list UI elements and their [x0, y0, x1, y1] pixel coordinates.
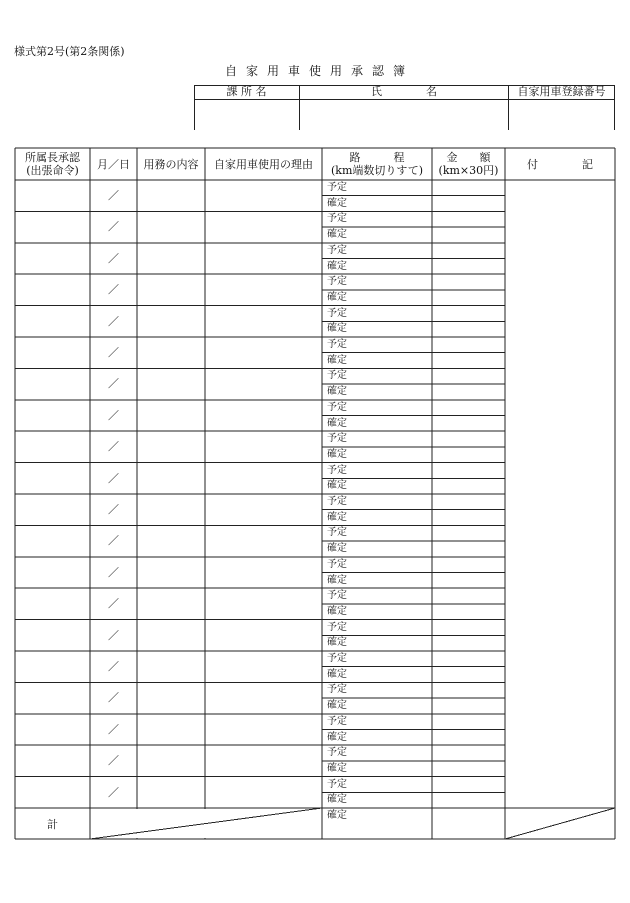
planned-label: 予定 [327, 433, 347, 445]
date-field[interactable]: ／ [108, 251, 119, 265]
planned-label: 予定 [327, 684, 347, 696]
confirmed-label: 確定 [327, 229, 347, 241]
date-field[interactable]: ／ [108, 503, 119, 516]
confirmed-label: 確定 [327, 637, 347, 649]
planned-label: 予定 [327, 244, 347, 256]
planned-label: 予定 [327, 401, 347, 413]
date-field[interactable]: ／ [108, 660, 119, 673]
form-number: 様式第2号(第2条関係) [14, 45, 125, 58]
dept-name-label: 課 所 名 [226, 85, 267, 98]
car-registration-label: 自家用車登録番号 [517, 85, 606, 98]
planned-label: 予定 [327, 307, 347, 319]
planned-label: 予定 [327, 558, 347, 570]
confirmed-label: 確定 [327, 260, 347, 272]
merged-cell-mask [136, 809, 139, 838]
planned-label: 予定 [327, 590, 347, 602]
reason-column-header: 自家用車使用の理由 [214, 157, 313, 171]
date-field[interactable]: ／ [108, 408, 119, 422]
date-field[interactable]: ／ [108, 283, 119, 297]
approval-column-header: 所属長承認 (出張命令) [25, 151, 80, 177]
date-field[interactable]: ／ [108, 722, 119, 736]
date-field[interactable]: ／ [108, 440, 119, 454]
confirmed-label: 確定 [327, 448, 347, 460]
date-field[interactable]: ／ [108, 754, 119, 768]
confirmed-label: 確定 [327, 480, 347, 492]
planned-label: 予定 [327, 778, 347, 790]
date-field[interactable]: ／ [108, 189, 119, 202]
confirmed-label: 確定 [327, 668, 347, 680]
date-field[interactable]: ／ [108, 220, 119, 234]
planned-label: 予定 [327, 621, 347, 633]
planned-label: 予定 [327, 496, 347, 507]
planned-label: 予定 [327, 464, 347, 476]
date-field[interactable]: ／ [108, 346, 119, 359]
amount-column-header: 金 額 (km×30円) [438, 151, 499, 177]
date-field[interactable]: ／ [108, 597, 119, 611]
confirmed-label: 確定 [327, 543, 347, 555]
confirmed-label: 確定 [327, 731, 347, 743]
confirmed-label: 確定 [327, 323, 347, 335]
notes-column-header: 付 記 [527, 157, 593, 171]
total-label: 計 [47, 818, 58, 831]
business-column-header: 用務の内容 [143, 157, 199, 171]
confirmed-label: 確定 [327, 417, 347, 429]
date-field[interactable]: ／ [108, 377, 119, 391]
planned-label: 予定 [327, 747, 347, 759]
planned-label: 予定 [327, 527, 347, 539]
planned-label: 予定 [327, 653, 347, 664]
date-field[interactable]: ／ [108, 785, 119, 799]
confirmed-label: 確定 [327, 605, 347, 617]
planned-label: 予定 [327, 339, 347, 350]
date-field[interactable]: ／ [108, 471, 119, 485]
confirmed-label: 確定 [327, 291, 347, 303]
confirmed-label: 確定 [327, 354, 347, 366]
date-column-header: 月／日 [97, 157, 130, 171]
planned-label: 予定 [327, 370, 347, 382]
confirmed-label: 確定 [327, 794, 347, 806]
confirmed-label: 確定 [327, 574, 347, 586]
person-name-label: 氏 名 [371, 85, 437, 98]
planned-label: 予定 [327, 213, 347, 225]
total-diagonal-right [505, 808, 615, 839]
confirmed-label: 確定 [327, 700, 347, 712]
date-field[interactable]: ／ [108, 691, 119, 705]
date-field[interactable]: ／ [108, 534, 119, 548]
date-field[interactable]: ／ [108, 314, 119, 328]
date-field[interactable]: ／ [108, 628, 119, 642]
confirmed-label: 確定 [327, 511, 347, 523]
confirmed-label: 確定 [327, 197, 347, 209]
confirmed-label: 確定 [327, 386, 347, 398]
confirmed-label: 確定 [327, 762, 347, 774]
date-field[interactable]: ／ [108, 565, 119, 579]
route-column-header: 路 程 (km端数切りすて) [330, 151, 423, 177]
planned-label: 予定 [327, 182, 347, 193]
document-title: 自家用車使用承認簿 [224, 64, 414, 78]
planned-label: 予定 [327, 276, 347, 288]
total-confirmed-label: 確定 [327, 810, 347, 821]
planned-label: 予定 [327, 715, 347, 727]
